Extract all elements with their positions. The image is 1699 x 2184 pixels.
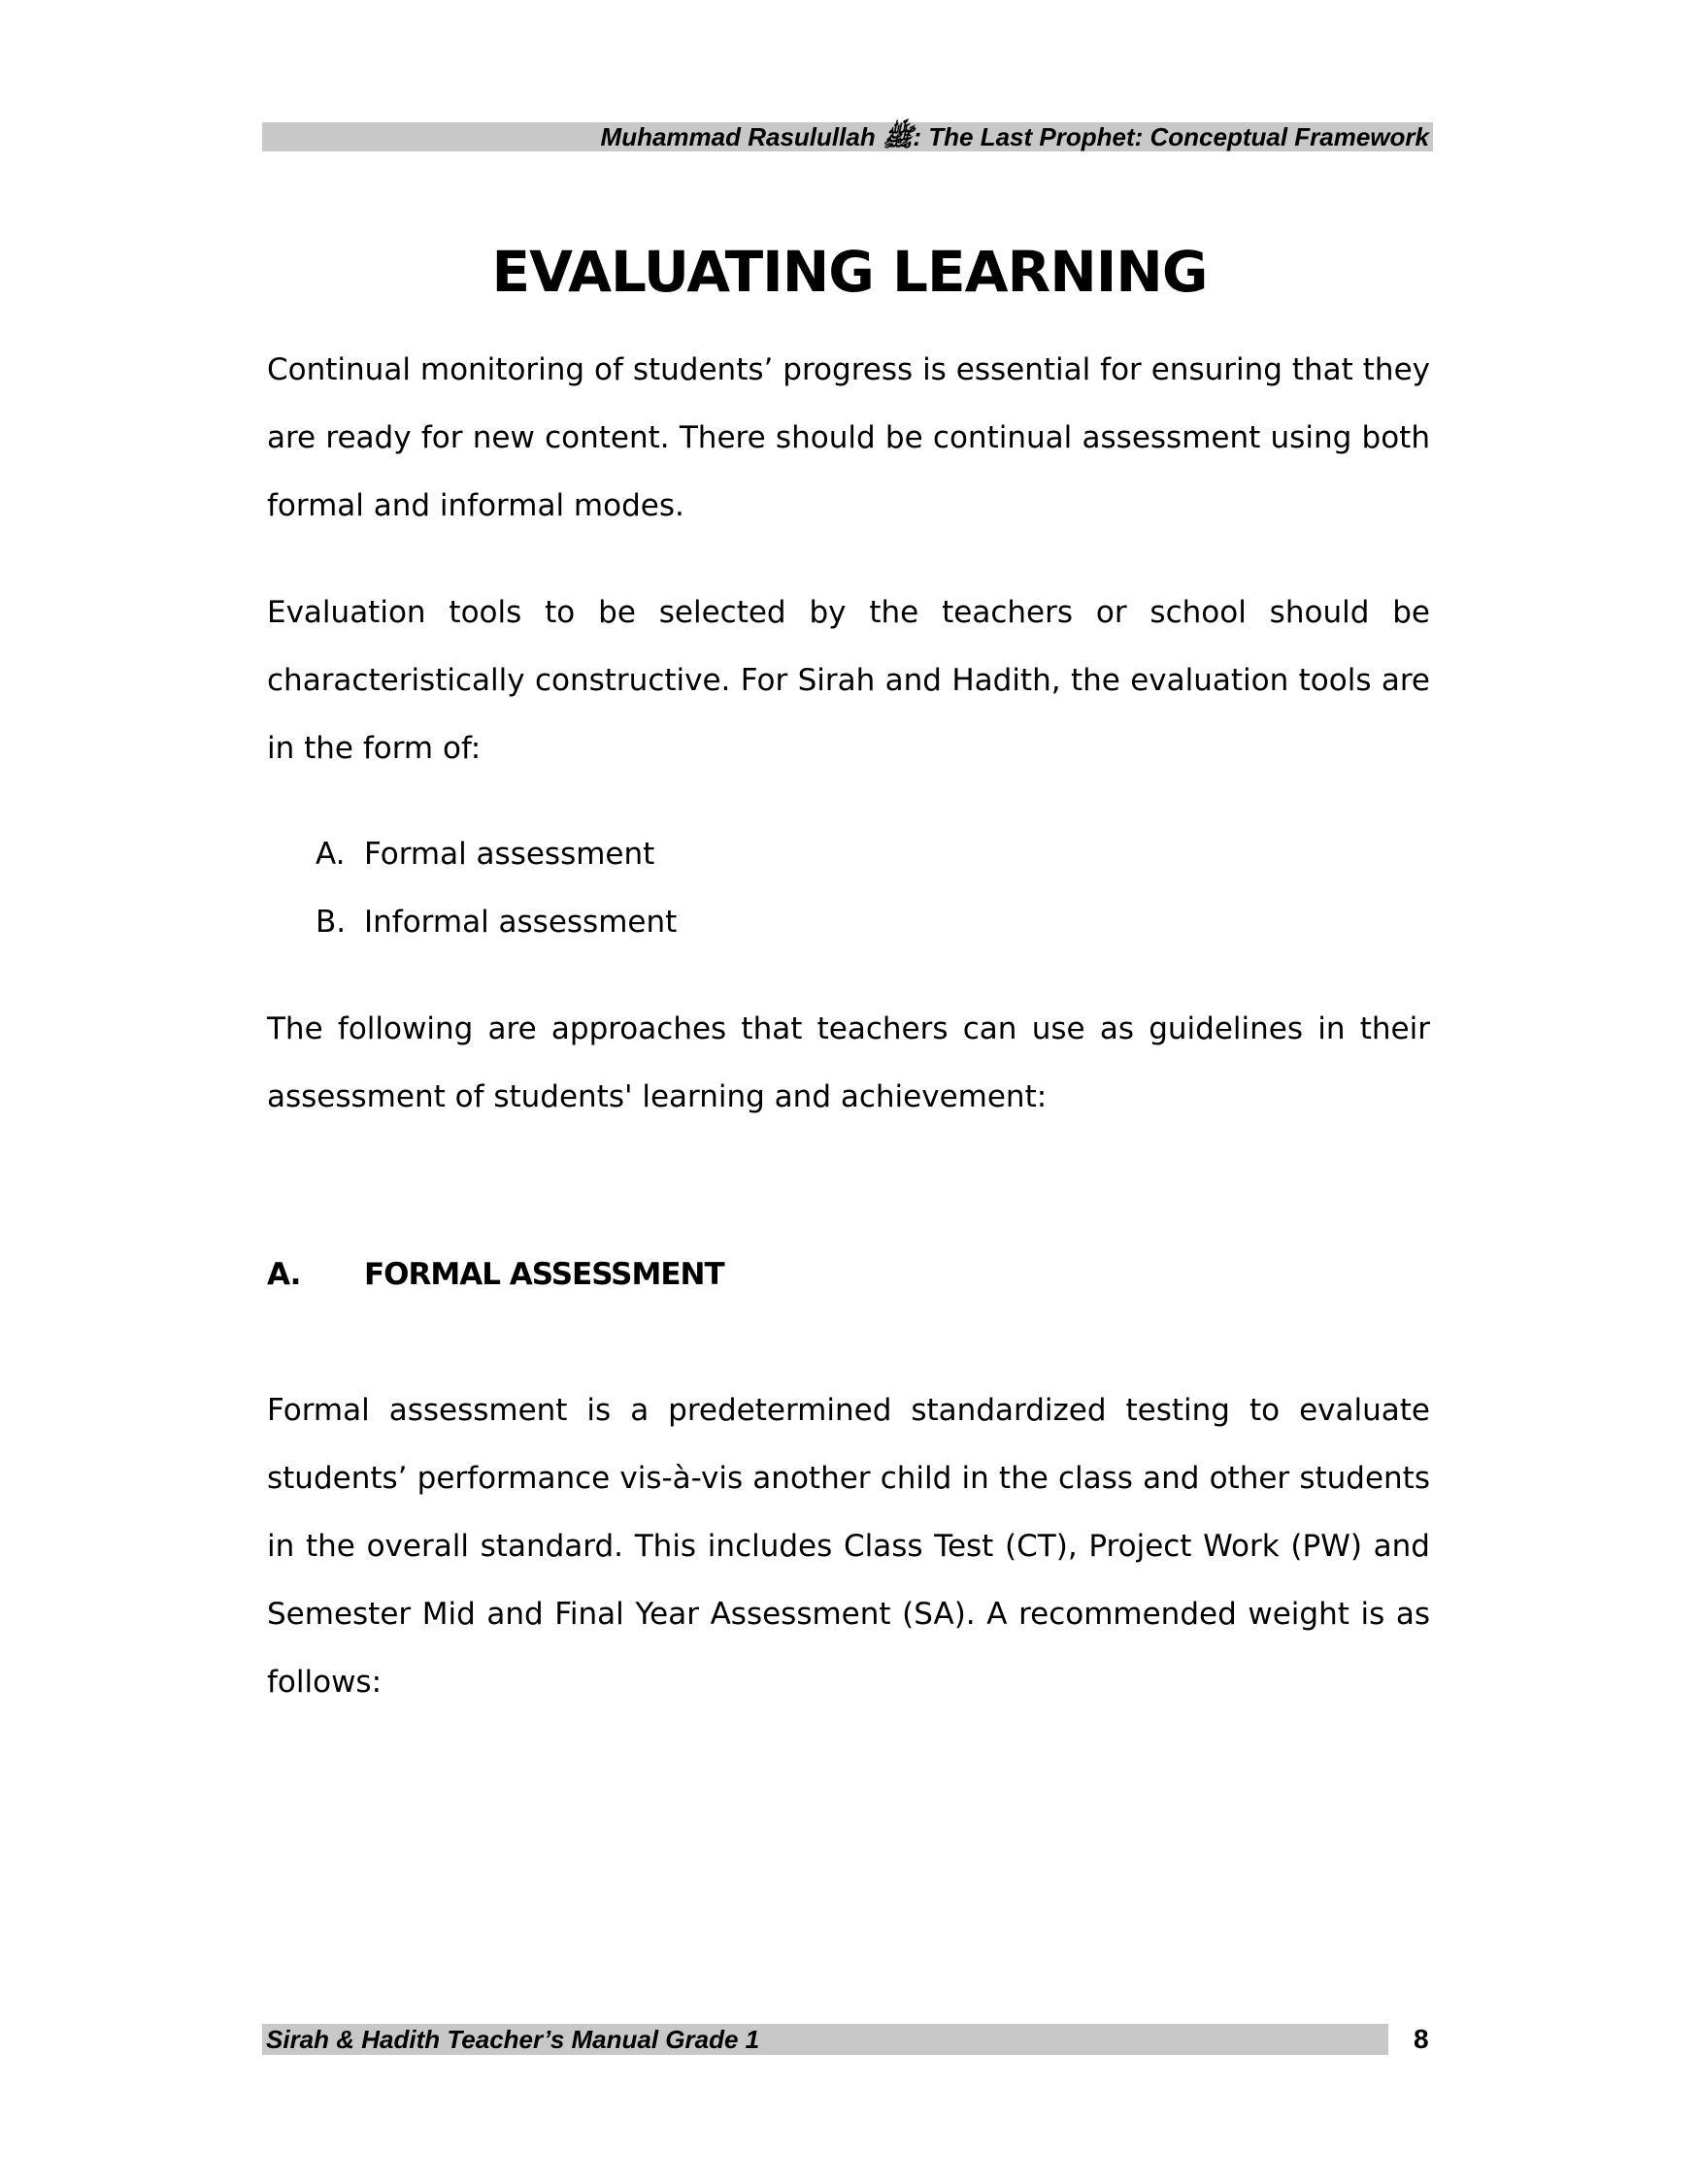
section-heading	[267, 1241, 724, 1308]
page-title: EVALUATING LEARNING	[491, 239, 1208, 305]
list-item	[316, 820, 677, 888]
list-item-label: Formal assessment	[364, 837, 655, 872]
footer-bar	[262, 2024, 1388, 2055]
tools-paragraph: Evaluation tools to be selected by the teachers or school should be characteristically constructive. For Sirah and Hadith, the evaluation tools are in the form of:	[267, 595, 1430, 766]
list-item-letter: B.	[316, 905, 347, 940]
list-item-letter: A.	[316, 837, 346, 872]
list-item-label: Informal assessment	[364, 905, 678, 940]
approaches-paragraph: The following are approaches that teachers can use as guidelines in their assessment of students' learning and achievement:	[267, 1011, 1430, 1114]
header-bar	[262, 122, 1433, 151]
intro-paragraph: Continual monitoring of students’ progress is essential for ensuring that they are ready for new content. There should be continual assessment using both formal and informal modes.	[267, 352, 1430, 523]
assessment-list	[316, 820, 677, 956]
list-item	[316, 888, 677, 956]
footer-manual-title: Sirah & Hadith Teacher’s Manual Grade 1	[266, 2025, 760, 2054]
running-header: Muhammad Rasulullah ﷺ: The Last Prophet: Conceptual Framework	[600, 122, 1429, 151]
formal-assessment-paragraph: Formal assessment is a predetermined standardized testing to evaluate students’ performance vis-à-vis another child in the class and other students in the overall standard. This includes Class Test (CT), Project Work (PW) and Semester Mid and Final Year Assessment (SA). A recommended weight is as follows:	[267, 1393, 1430, 1700]
section-title: FORMAL ASSESSMENT	[364, 1257, 724, 1292]
section-letter: A.	[267, 1257, 301, 1292]
page-number: 8	[1414, 2024, 1429, 2054]
